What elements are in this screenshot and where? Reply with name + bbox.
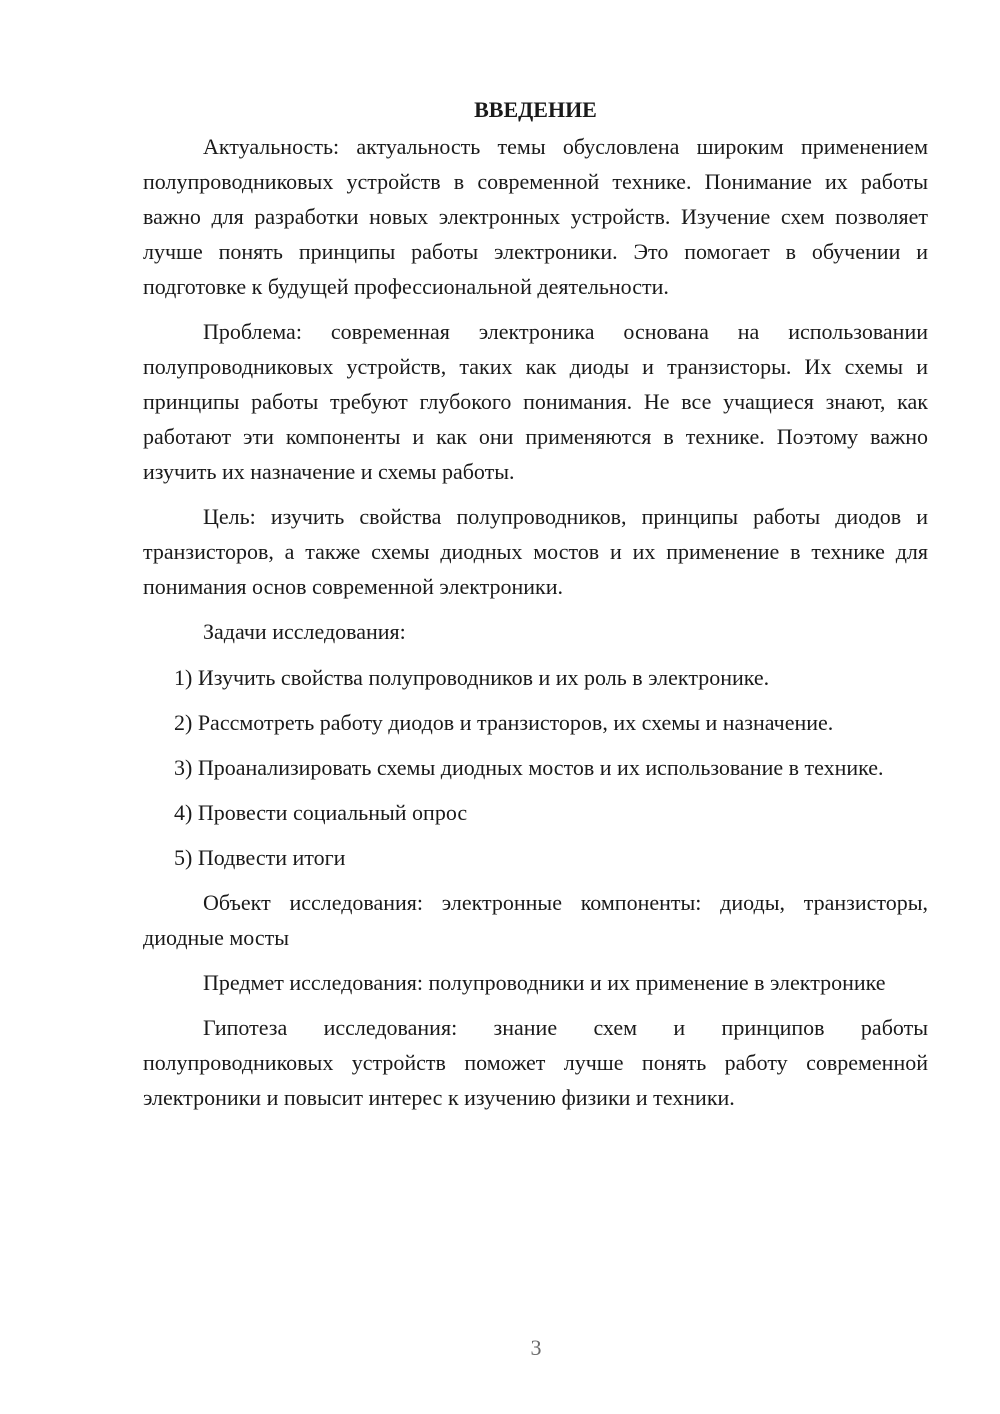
goal-paragraph: Цель: изучить свойства полупроводников, принципы работы диодов и транзисторов, а также схемы диодных мостов и их применение в технике для понимания основ современной электроники. [143,504,928,599]
tasks-heading: Задачи исследования: [203,619,406,644]
task-item-2: 2) Рассмотреть работу диодов и транзисторов, их схемы и назначение. [174,710,834,735]
relevance-paragraph: Актуальность: актуальность темы обусловлена широким применением полупроводниковых устройств в современной технике. Понимание их работы важно для разработки новых электронных устройств. Изучение схем позволяет лучше понять принципы работы электроники. Это помогает в обучении и подготовке к будущей профессиональной деятельности. [143,134,928,299]
page-number: 3 [530,1335,542,1360]
research-object-paragraph: Объект исследования: электронные компоненты: диоды, транзисторы, диодные мосты [143,890,928,950]
problem-paragraph: Проблема: современная электроника основана на использовании полупроводниковых устройств, таких как диоды и транзисторы. Их схемы и принципы работы требуют глубокого понимания. Не все учащиеся знают, как работают эти компоненты и как они применяются в технике. Поэтому важно изучить их назначение и схемы работы. [143,319,928,484]
research-subject-paragraph: Предмет исследования: полупроводники и их применение в электронике [203,970,886,995]
tasks-list [143,660,928,875]
task-item-5: 5) Подвести итоги [174,845,346,870]
task-item-1: 1) Изучить свойства полупроводников и их роль в электронике. [174,665,770,690]
task-item-4: 4) Провести социальный опрос [174,800,468,825]
document-title: ВВЕДЕНИЕ [474,97,597,122]
document-body [143,92,928,1125]
research-hypothesis-paragraph: Гипотеза исследования: знание схем и принципов работы полупроводниковых устройств поможет лучше понять работу современной электроники и повысит интерес к изучению физики и техники. [143,1015,928,1110]
task-item-3: 3) Проанализировать схемы диодных мостов и их использование в технике. [174,755,884,780]
